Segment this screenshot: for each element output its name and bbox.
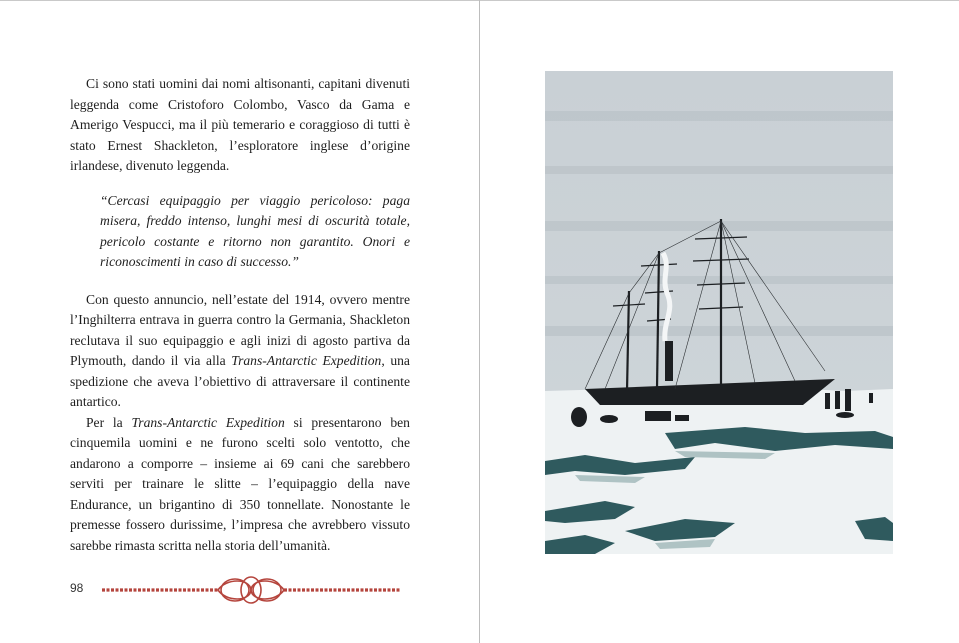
rope-knot-ornament	[100, 574, 402, 606]
text-run: , una spedizione che aveva l’obiettivo di attraversare il continente antartico.	[70, 353, 410, 409]
paragraph-intro: Ci sono stati uomini dai nomi altisonanti, capitani divenuti leggenda come Cristoforo Colombo, Vasco da Gama e Amerigo Vespucci, ma il più temerario e coraggioso di tutti è stato Ernest Shackleton, l’esploratore inglese d’origine irlandese, divenuto leggenda.	[70, 76, 410, 173]
page-number: 98	[70, 581, 84, 595]
paragraph-crew	[70, 413, 410, 557]
body-text	[70, 74, 410, 556]
text-run: Per la	[86, 414, 132, 430]
right-page	[480, 0, 959, 643]
left-page	[0, 0, 479, 643]
ship-funnel	[665, 341, 673, 381]
text-run: si presentarono ben cinquemila uomini e ne furono scelti solo ventotto, che andarono a comporre – insieme ai 69 cani che sarebbero serviti per trainare le slitte – l’equipaggio della nave Endurance, un brigantino di 350 tonnellate. Nonostante le premesse fossero durissime, l’impresa che avrebbero vissuto sarebbe rimasta scritta nella storia dell’umanità.	[70, 414, 410, 553]
italic-expedition-name: Trans-Antarctic Expedition	[131, 414, 285, 430]
endurance-illustration	[545, 71, 893, 554]
text-run: Con questo annuncio, nell’estate del 1914, ovvero mentre l’Inghilterra entrava in guerra contro la Germania, Shackleton reclutava il suo equipaggio e agli inizi di agosto partiva da Plymouth, dando il via alla	[70, 291, 410, 368]
advert-quote: “Cercasi equipaggio per viaggio pericoloso: paga misera, freddo intenso, lunghi mesi di oscurità totale, pericolo costante e ritorno non garantito. Onori e riconoscimenti in caso di successo.”	[100, 192, 410, 269]
italic-expedition-name: Trans-Antarctic Expedition	[231, 353, 382, 368]
paragraph-announcement	[70, 290, 410, 413]
